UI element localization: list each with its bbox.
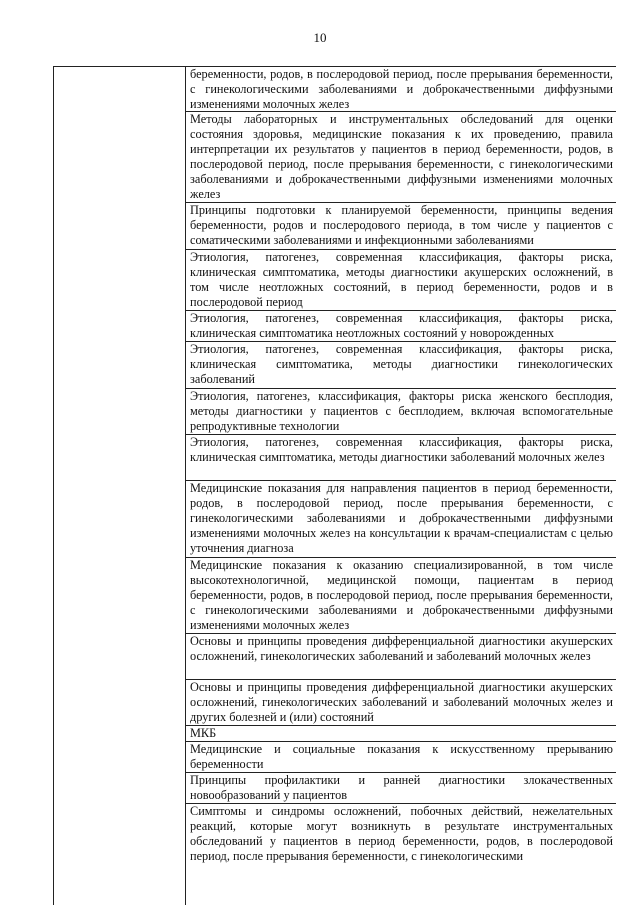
table-row: Этиология, патогенез, современная классификация, факторы риска, клиническая симптоматика, методы диагностики акушерских осложнений, в том числе неотложных состояний, в период беременности, родов и в послеродовой период: [186, 250, 616, 311]
requirements-table: [53, 66, 616, 905]
table-row: Этиология, патогенез, классификация, факторы риска женского бесплодия, методы диагностики у пациентов с бесплодием, включая вспомогательные репродуктивные технологии: [186, 389, 616, 435]
empty-left-column: [54, 67, 186, 905]
table-row: Основы и принципы проведения дифференциальной диагностики акушерских осложнений, гинекологических заболеваний и заболеваний молочных желез и других болезней и (или) состояний: [186, 680, 616, 726]
table-row: Этиология, патогенез, современная классификация, факторы риска, клиническая симптоматика неотложных состояний у новорожденных: [186, 311, 616, 342]
table-row: Медицинские показания к оказанию специализированной, в том числе высокотехнологичной, медицинской помощи, пациентам в период беременности, родов, в послеродовой период, после прерывания беременности, с гинекологическими заболеваниями и доброкачественными диффузными изменениями молочных желез: [186, 558, 616, 634]
table-row: Методы лабораторных и инструментальных обследований для оценки состояния здоровья, медицинские показания к их проведению, правила интерпретации их результатов у пациентов в период беременности, родов, в послеродовой период, после прерывания беременности, с гинекологическими заболеваниями и доброкачественными диффузными изменениями молочных желез: [186, 112, 616, 203]
table-row: Принципы профилактики и ранней диагностики злокачественных новообразований у пациентов: [186, 773, 616, 804]
page-number: 10: [313, 30, 327, 45]
table-row: Принципы подготовки к планируемой беременности, принципы ведения беременности, родов и послеродового периода, в том числе у пациентов с соматическими заболеваниями и инфекционными заболеваниями: [186, 203, 616, 250]
table-row: беременности, родов, в послеродовой период, после прерывания беременности, с гинекологическими заболеваниями и доброкачественными диффузными изменениями молочных желез: [186, 67, 616, 112]
table-row: Медицинские и социальные показания к искусственному прерыванию беременности: [186, 742, 616, 773]
table-row: Основы и принципы проведения дифференциальной диагностики акушерских осложнений, гинекологических заболеваний и заболеваний молочных желез: [186, 634, 616, 680]
table-right-column: [186, 67, 616, 874]
table-row: Медицинские показания для направления пациентов в период беременности, родов, в послеродовой период, после прерывания беременности, с гинекологическими заболеваниями и доброкачественными диффузными изменениями молочных желез на консультации к врачам-специалистам с целью уточнения диагноза: [186, 481, 616, 558]
table-row: МКБ: [186, 726, 616, 742]
table-row: Этиология, патогенез, современная классификация, факторы риска, клиническая симптоматика, методы диагностики заболеваний молочных желез: [186, 435, 616, 481]
table-row: Этиология, патогенез, современная классификация, факторы риска, клиническая симптоматика, методы диагностики гинекологических заболеваний: [186, 342, 616, 389]
table-row: Симптомы и синдромы осложнений, побочных действий, нежелательных реакций, которые могут возникнуть в результате инструментальных обследований у пациентов в период беременности, родов, в послеродовой период, после прерывания беременности, с гинекологическими: [190, 804, 613, 863]
